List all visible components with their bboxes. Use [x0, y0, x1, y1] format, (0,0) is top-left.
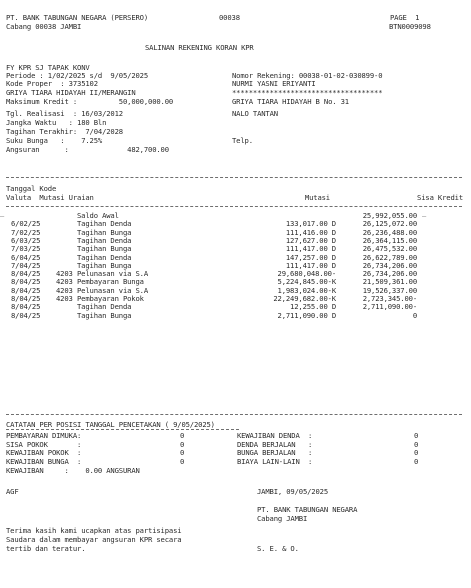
- row-description: Tagihan Denda: [77, 252, 132, 262]
- row-code: 4203: [56, 269, 73, 279]
- note-label: PEMBAYARAN DIMUKA:: [6, 431, 82, 440]
- row-balance: 19,526,337.00: [362, 285, 417, 295]
- note-value: 0: [414, 457, 419, 467]
- divider-notes-title: [6, 429, 239, 430]
- row-amount: 2,711,090.00 D: [277, 310, 336, 320]
- note-label: BIAYA LAIN-LAIN :: [237, 457, 313, 467]
- row-balance: 26,364,115.00: [362, 235, 417, 245]
- column-header-date-code: Tanggal Kode: [6, 184, 57, 193]
- note-label: SISA POKOK :: [6, 439, 82, 449]
- note-value: 0: [414, 448, 419, 458]
- divider-top: [6, 177, 462, 178]
- row-description: Tagihan Bunga: [77, 310, 132, 320]
- page-number: PAGE 1: [390, 13, 420, 22]
- statement-period: Periode : 1/02/2025 s/d 9/05/2025: [6, 71, 149, 80]
- row-balance: 26,622,789.00: [362, 252, 417, 262]
- branch-name: Cabang 00038 JAMBI: [6, 22, 82, 31]
- city-date: JAMBI, 09/05/2025: [257, 487, 329, 496]
- row-balance: 2,723,345.00-: [362, 294, 417, 303]
- note-value: 0: [180, 431, 185, 440]
- row-balance: 26,125,072.00: [362, 219, 417, 229]
- max-credit: Maksimum Kredit : 50,000,000.00: [6, 97, 174, 106]
- note-value: 0: [180, 439, 185, 449]
- notes-title: CATATAN PER POSISI TANGGAL PENCETAKAN ( 9/05/2025): [6, 420, 215, 429]
- row-description: Tagihan Denda: [77, 235, 132, 245]
- row-date: 8/04/25: [11, 269, 41, 279]
- note-label: KEWAJIBAN BUNGA :: [6, 457, 82, 467]
- divider-notes: [6, 414, 462, 415]
- row-amount: 5,224,845.00-K: [277, 277, 336, 287]
- row-balance: 21,509,361.00: [362, 277, 417, 287]
- row-date: 7/04/25: [11, 260, 41, 270]
- account-number: Nomor Rekening: 00038-01-02-030899-0: [232, 71, 383, 80]
- holder-address: GRIYA TIARA HIDAYAH B No. 31: [232, 97, 349, 106]
- interest-rate: Suku Bunga : 7.25%: [6, 136, 103, 145]
- row-date: 8/04/25: [11, 277, 41, 287]
- row-code: 4203: [56, 277, 73, 287]
- document-id: BTN0009098: [389, 22, 431, 31]
- note-label: DENDA BERJALAN :: [237, 439, 313, 449]
- row-amount: 29,680,048.00-: [277, 269, 336, 279]
- note-value: 0: [414, 431, 419, 440]
- last-bill-date: Tagihan Terakhir: 7/04/2028: [6, 127, 123, 136]
- footer-branch: Cabang JAMBI: [257, 514, 308, 523]
- margin-tick-right: _: [422, 209, 427, 217]
- row-code: 4203: [56, 294, 73, 303]
- account-holder: NURMI YASNI ERIYANTI: [232, 79, 316, 88]
- row-amount: 1,983,024.00-K: [277, 285, 336, 295]
- project-code: Kode Proper : 3735102: [6, 79, 98, 88]
- thanks-line-2: Saudara dalam membayar angsuran KPR secara: [6, 535, 182, 544]
- row-description: Saldo Awal: [77, 211, 119, 220]
- bank-name: PT. BANK TABUNGAN NEGARA (PERSERO): [6, 13, 149, 22]
- row-date: 8/04/25: [11, 302, 41, 312]
- thanks-line-3: tertib dan teratur.: [6, 544, 86, 553]
- obligation-installments: KEWAJIBAN : 0.00 ANGSURAN: [6, 466, 140, 475]
- row-description: Tagihan Bunga: [77, 227, 132, 237]
- divider-header: [6, 206, 462, 207]
- row-description: Pembayaran Bunga: [77, 277, 144, 287]
- row-amount: 147,257.00 D: [285, 252, 336, 262]
- row-description: Tagihan Bunga: [77, 260, 132, 270]
- row-amount: 111,416.00 D: [285, 227, 336, 237]
- row-balance: 2,711,090.00-: [362, 302, 417, 312]
- signoff: S. E. & O.: [257, 544, 299, 553]
- note-value: 0: [414, 439, 419, 449]
- column-header-mutasi: Mutasi: [304, 193, 330, 202]
- row-date: 8/04/25: [11, 310, 41, 320]
- row-amount: 133,017.00 D: [285, 219, 336, 229]
- holder-phone: Telp.: [232, 136, 253, 145]
- footer-bank-name: PT. BANK TABUNGAN NEGARA: [257, 505, 358, 514]
- holder-area: NALO TANTAN: [232, 109, 278, 118]
- row-date: 8/04/25: [11, 294, 41, 303]
- row-code: 4203: [56, 285, 73, 295]
- realization-date: Tgl. Realisasi : 16/03/2012: [6, 109, 123, 118]
- row-amount: 111,417.00 D: [285, 244, 336, 254]
- row-description: Tagihan Bunga: [77, 244, 132, 254]
- margin-tick-left: _: [0, 209, 5, 217]
- row-balance: 0: [412, 310, 417, 320]
- row-description: Tagihan Denda: [77, 219, 132, 229]
- project-name: GRIYA TIARA HIDAYAH II/MERANGIN: [6, 88, 136, 97]
- loan-term: Jangka Waktu : 180 Bln: [6, 118, 107, 127]
- row-balance: 26,236,488.00: [362, 227, 417, 237]
- note-value: 0: [180, 457, 185, 467]
- column-header-balance: Sisa Kredit: [417, 193, 463, 202]
- row-balance: 25,992,055.00: [362, 211, 417, 220]
- operator-initials: AGF: [6, 487, 19, 496]
- row-date: 7/02/25: [11, 227, 41, 237]
- installment-amount: Angsuran : 482,700.00: [6, 145, 169, 154]
- note-label: KEWAJIBAN DENDA :: [237, 431, 313, 440]
- row-date: 6/03/25: [11, 235, 41, 245]
- branch-code: 00038: [219, 13, 240, 22]
- row-description: Pelunasan via S.A: [77, 285, 149, 295]
- row-description: Tagihan Denda: [77, 302, 132, 312]
- thanks-line-1: Terima kasih kami ucapkan atas partisipasi: [6, 526, 182, 535]
- document-title: SALINAN REKENING KORAN KPR: [145, 43, 254, 52]
- row-balance: 26,734,206.00: [362, 269, 417, 279]
- row-balance: 26,734,206.00: [362, 260, 417, 270]
- row-date: 8/04/25: [11, 285, 41, 295]
- row-date: 6/04/25: [11, 252, 41, 262]
- column-header-valuta: Valuta Mutasi Uraian: [6, 193, 94, 202]
- row-amount: 111,417.00 D: [285, 260, 336, 270]
- row-balance: 26,475,532.00: [362, 244, 417, 254]
- row-description: Pembayaran Pokok: [77, 294, 144, 303]
- row-date: 7/03/25: [11, 244, 41, 254]
- note-value: 0: [180, 448, 185, 458]
- row-date: 6/02/25: [11, 219, 41, 229]
- row-description: Pelunasan via S.A: [77, 269, 149, 279]
- row-amount: 12,255.00 D: [290, 302, 336, 312]
- note-label: KEWAJIBAN POKOK :: [6, 448, 82, 458]
- note-label: BUNGA BERJALAN :: [237, 448, 313, 458]
- mask-line: ************************************: [232, 88, 383, 97]
- row-amount: 22,249,682.00-K: [273, 294, 336, 303]
- product-name: FY KPR SJ TAPAK KONV: [6, 63, 90, 72]
- row-amount: 127,627.00 D: [285, 235, 336, 245]
